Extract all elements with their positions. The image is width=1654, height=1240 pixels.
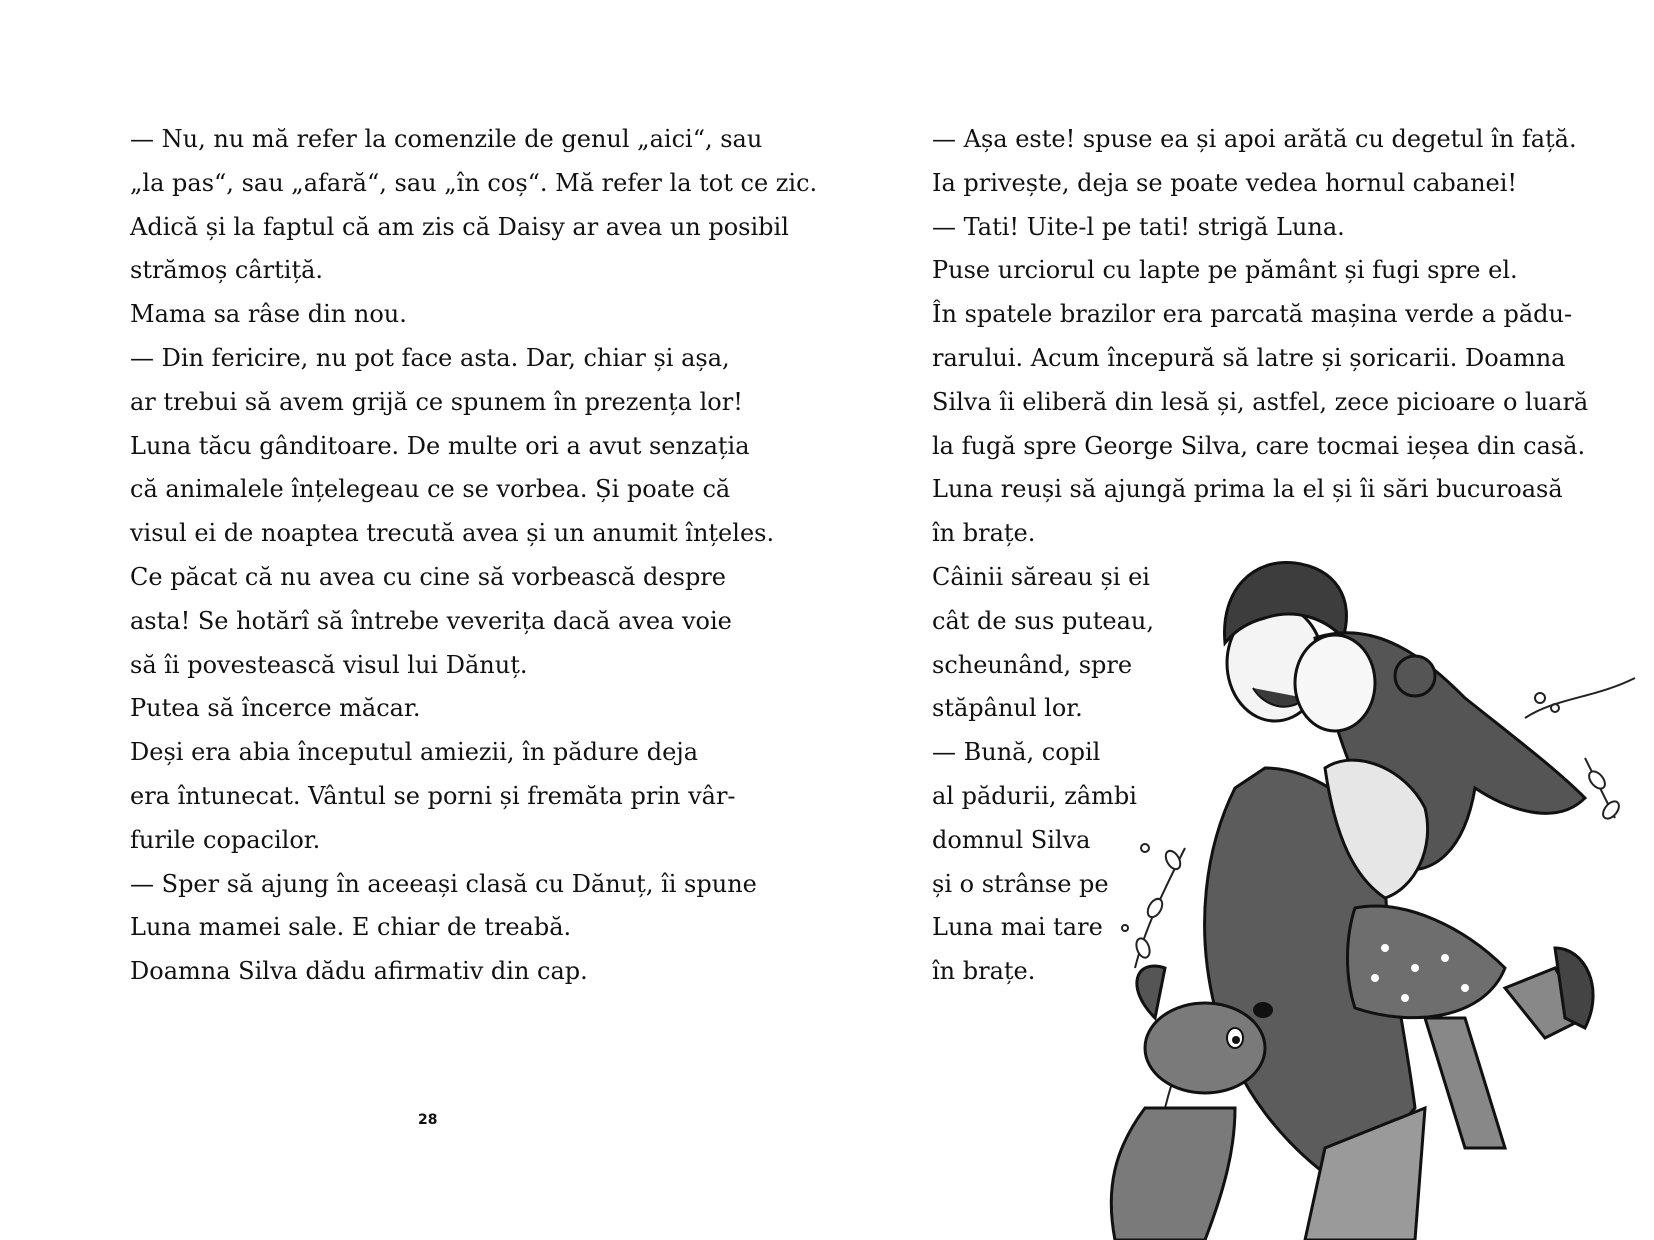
text-line: Luna reuși să ajungă prima la el și îi sări bucuroasă	[932, 475, 1563, 504]
text-line: ar trebui să avem grijă ce spunem în prezența lor!	[130, 387, 743, 416]
text-line: al pădurii, zâmbi	[932, 781, 1137, 810]
hug-illustration	[1085, 548, 1654, 1240]
text-line: furile copacilor.	[130, 825, 321, 854]
girl-skirt	[1348, 906, 1506, 1018]
text-line: Ia privește, deja se poate vedea hornul cabanei!	[932, 168, 1518, 197]
text-line: — Bună, copil	[932, 738, 1101, 767]
text-line: în brațe.	[932, 519, 1036, 548]
text-line: domnul Silva	[932, 825, 1091, 854]
text-line: — Din fericire, nu pot face asta. Dar, chiar și așa,	[130, 343, 730, 372]
text-line: Câinii săreau și ei	[932, 562, 1150, 591]
text-line: la fugă spre George Silva, care tocmai ieșea din casă.	[932, 431, 1586, 460]
text-line: Putea să încerce măcar.	[130, 694, 421, 723]
text-line: stăpânul lor.	[932, 694, 1083, 723]
left-page-text	[130, 118, 817, 994]
girl-head	[1295, 635, 1375, 731]
text-line: Silva îi eliberă din lesă și, astfel, zece picioare o luară	[932, 387, 1589, 416]
text-line: Deși era abia începutul amiezii, în pădure deja	[130, 738, 699, 767]
text-line: În spatele brazilor era parcată mașina verde a pădu-	[932, 300, 1573, 329]
text-line: — Tati! Uite-l pe tati! strigă Luna.	[932, 212, 1345, 241]
text-line: Luna mai tare	[932, 913, 1103, 942]
right-page	[827, 0, 1654, 1240]
text-line: era întunecat. Vântul se porni și fremăta prin vâr-	[130, 781, 736, 810]
text-line: strămoș cârtiță.	[130, 256, 324, 285]
text-line: Luna tăcu gânditoare. De multe ori a avut senzația	[130, 431, 750, 460]
text-line: scheunând, spre	[932, 650, 1133, 679]
text-line: — Sper să ajung în aceeași clasă cu Dănuț, îi spune	[130, 869, 757, 898]
text-line: Puse urciorul cu lapte pe pământ și fugi spre el.	[932, 256, 1518, 285]
text-line: cât de sus puteau,	[932, 606, 1154, 635]
text-line: și o strânse pe	[932, 869, 1109, 898]
text-line: Mama sa râse din nou.	[130, 300, 407, 329]
text-line: asta! Se hotărî să întrebe veverița dacă avea voie	[130, 606, 732, 635]
text-line: că animalele înțelegeau ce se vorbea. Și poate că	[130, 475, 731, 504]
text-line: visul ei de noaptea trecută avea și un anumit înțeles.	[130, 519, 775, 548]
text-line: — Nu, nu mă refer la comenzile de genul „aici“, sau	[130, 125, 763, 153]
text-line: — Așa este! spuse ea și apoi arătă cu degetul în față.	[932, 125, 1577, 153]
text-line: Luna mamei sale. E chiar de treabă.	[130, 913, 572, 942]
text-line: rarului. Acum începură să latre și șoricarii. Doamna	[932, 343, 1566, 372]
text-line: „la pas“, sau „afară“, sau „în coș“. Mă refer la tot ce zic.	[130, 168, 818, 197]
text-line: Doamna Silva dădu afirmativ din cap.	[130, 957, 588, 986]
text-line: în brațe.	[932, 957, 1036, 986]
text-line: Ce păcat că nu avea cu cine să vorbească despre	[130, 562, 726, 591]
page-number: 28	[418, 1112, 438, 1128]
girl-legs	[1425, 1018, 1505, 1148]
text-line: Adică și la faptul că am zis că Daisy ar avea un posibil	[130, 212, 789, 241]
text-line: să îi povestească visul lui Dănuț.	[130, 650, 528, 679]
